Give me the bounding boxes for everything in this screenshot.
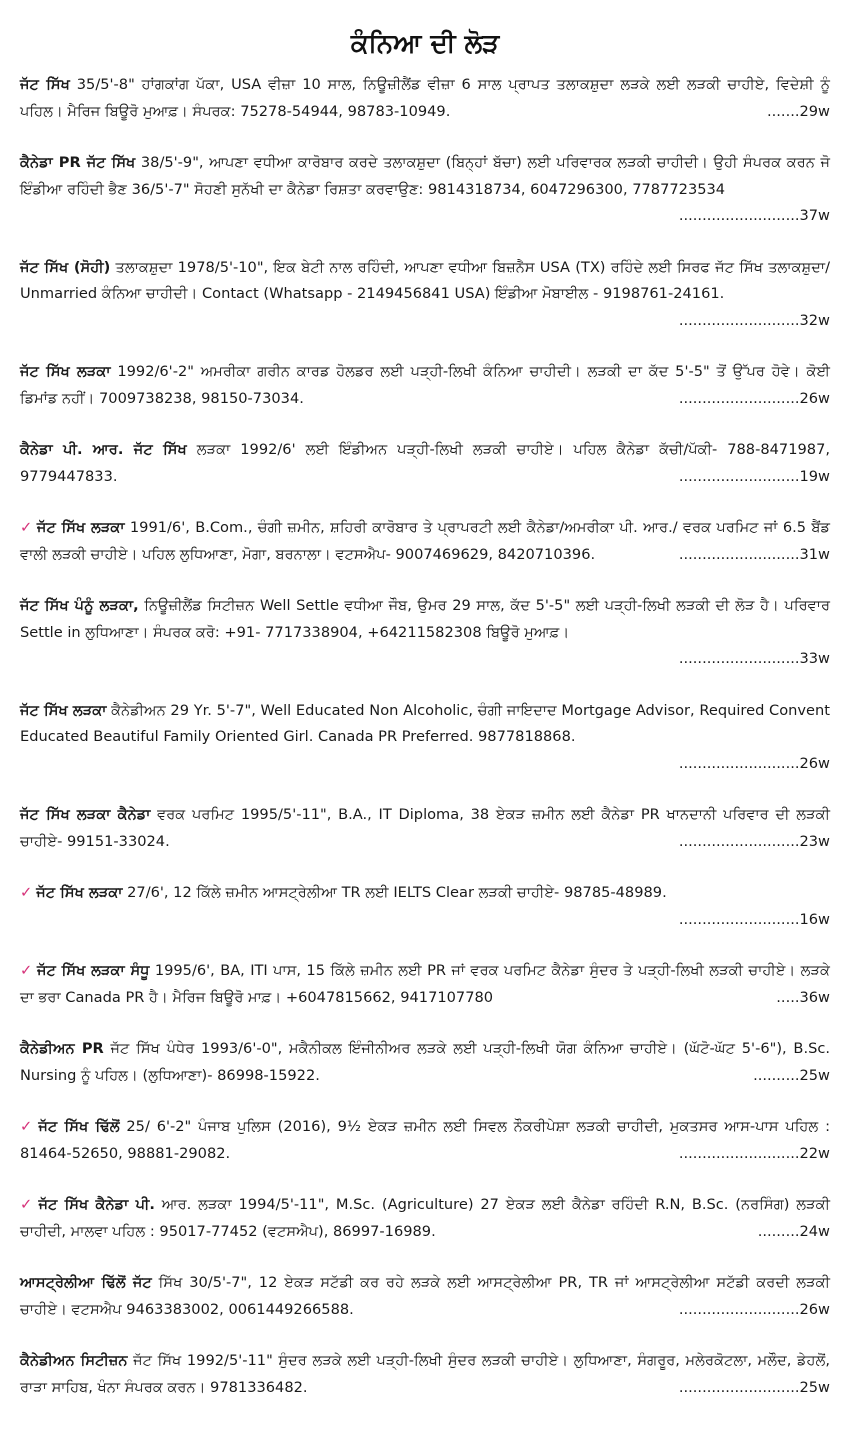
ad-lead: ਕੈਨੇਡਾ ਪੀ. ਆਰ. ਜੱਟ ਸਿੱਖ: [20, 441, 187, 458]
ad-lead: ਕੈਨੇਡੀਅਨ ਸਿਟੀਜ਼ਨ: [20, 1352, 128, 1369]
classified-ad: [20, 1192, 830, 1245]
ad-lead: ਜੱਟ ਸਿੱਖ ਲੜਕਾ: [20, 363, 111, 380]
ad-text: ਕੈਨੇਡੀਅਨ 29 Yr. 5'-7", Well Educated Non Alcoholic, ਚੰਗੀ ਜਾਇਦਾਦ Mortgage Advisor, Required Convent Educated Beautiful Family Oriented Girl. Canada PR Preferred. 9877818868.: [20, 701, 830, 745]
classified-ad: [20, 1348, 830, 1401]
ad-text: ਆਰ. ਲੜਕਾ 1994/5'-11", M.Sc. (Agriculture) 27 ਏਕੜ ਲਈ ਕੈਨੇਡਾ ਰਹਿੰਦੀ R.N, B.Sc. (ਨਰਸਿੰਗ) ਲੜਕੀ ਚਾਹੀਦੀ, ਮਾਲਵਾ ਪਹਿਲ : 95017-77452 (ਵਟਸਐਪ), 86997-16989.: [20, 1196, 830, 1240]
ad-lead: ਜੱਟ ਸਿੱਖ ਢਿੱਲੋਂ: [38, 1118, 120, 1135]
ad-text: 1992/6'-2" ਅਮਰੀਕਾ ਗਰੀਨ ਕਾਰਡ ਹੋਲਡਰ ਲਈ ਪੜ੍ਹੀ-ਲਿਖੀ ਕੰਨਿਆ ਚਾਹੀਦੀ। ਲੜਕੀ ਦਾ ਕੱਦ 5'-5" ਤੋਂ ਉੱਪਰ ਹੋਵੇ। ਕੋਈ ਡਿਮਾਂਡ ਨਹੀਂ। 7009738238, 98150-73034.: [20, 363, 830, 407]
ad-reference: ..........................22w: [678, 1144, 830, 1162]
ad-text: 25/ 6'-2" ਪੰਜਾਬ ਪੁਲਿਸ (2016), 9½ ਏਕੜ ਜ਼ਮੀਨ ਲਈ ਸਿਵਲ ਨੌਕਰੀਪੇਸ਼ਾ ਲੜਕੀ ਚਾਹੀਦੀ, ਮੁਕਤਸਰ ਆਸ-ਪਾਸ ਪਹਿਲ : 81464-52650, 98881-29082.: [20, 1118, 830, 1162]
ad-reference: ..........................19w: [678, 467, 830, 485]
ad-reference: ..........................32w: [678, 311, 830, 329]
ad-text: 38/5'-9", ਆਪਣਾ ਵਧੀਆ ਕਾਰੋਬਾਰ ਕਰਦੇ ਤਲਾਕਸ਼ੁਦਾ (ਬਿਨ੍ਹਾਂ ਬੱਚਾ) ਲਈ ਪਰਿਵਾਰਕ ਲੜਕੀ ਚਾਹੀਦੀ। ਉਹੀ ਸੰਪਰਕ ਕਰਨ ਜੋ ਇੰਡੀਆ ਰਹਿੰਦੀ ਭੈਣ 36/5'-7" ਸੋਹਣੀ ਸੁਨੱਖੀ ਦਾ ਕੈਨੇਡਾ ਰਿਸ਼ਤਾ ਕਰਵਾਉਣ: 9814318734, 6047296300, 7787723534: [20, 154, 830, 198]
classified-ad: [20, 958, 830, 1011]
ad-lead: ਜੱਟ ਸਿੱਖ ਲੜਕਾ ਕੈਨੇਡਾ: [20, 806, 151, 823]
ads-list: [20, 72, 830, 1401]
ad-text: 1995/6', BA, ITI ਪਾਸ, 15 ਕਿੱਲੇ ਜ਼ਮੀਨ ਲਈ PR ਜਾਂ ਵਰਕ ਪਰਮਿਟ ਕੈਨੇਡਾ ਸੁੰਦਰ ਤੇ ਪੜ੍ਹੀ-ਲਿਖੀ ਲੜਕੀ ਚਾਹੀਏ। ਲੜਕੇ ਦਾ ਭਰਾ Canada PR ਹੈ। ਮੈਰਿਜ ਬਿਊਰੋ ਮਾਫ਼। +6047815662, 9417107780: [20, 962, 830, 1006]
ad-text: ਸਿੱਖ 30/5'-7", 12 ਏਕੜ ਸਟੱਡੀ ਕਰ ਰਹੇ ਲੜਕੇ ਲਈ ਆਸਟ੍ਰੇਲੀਆ PR, TR ਜਾਂ ਆਸਟ੍ਰੇਲੀਆ ਸਟੱਡੀ ਕਰਦੀ ਲੜਕੀ ਚਾਹੀਏ। ਵਟਸਐਪ 9463383002, 0061449266588.: [20, 1274, 831, 1318]
ad-lead: ਕੈਨੇਡਾ PR ਜੱਟ ਸਿੱਖ: [20, 154, 136, 171]
ad-text: ਵਰਕ ਪਰਮਿਟ 1995/5'-11", B.A., IT Diploma, 38 ਏਕੜ ਜ਼ਮੀਨ ਲਈ ਕੈਨੇਡਾ PR ਖਾਨਦਾਨੀ ਪਰਿਵਾਰ ਦੀ ਲੜਕੀ ਚਾਹੀਏ- 99151-33024.: [20, 806, 830, 850]
ad-text: ਜੱਟ ਸਿੱਖ 1992/5'-11" ਸੁੰਦਰ ਲੜਕੇ ਲਈ ਪੜ੍ਹੀ-ਲਿਖੀ ਸੁੰਦਰ ਲੜਕੀ ਚਾਹੀਏ। ਲੁਧਿਆਣਾ, ਸੰਗਰੂਰ, ਮਲੇਰਕੋਟਲਾ, ਮਲੌਦ, ਡੇਹਲੋਂ, ਰਾੜਾ ਸਾਹਿਬ, ਖੰਨਾ ਸੰਪਰਕ ਕਰਨ। 9781336482.: [20, 1352, 831, 1396]
ad-lead: ਜੱਟ ਸਿੱਖ ਲੜਕਾ ਸੰਧੂ: [36, 962, 150, 979]
ad-reference: ..........................23w: [678, 832, 830, 850]
ad-text: ਜੱਟ ਸਿੱਖ ਪੰਧੇਰ 1993/6'-0", ਮਕੈਨੀਕਲ ਇੰਜੀਨੀਅਰ ਲੜਕੇ ਲਈ ਪੜ੍ਹੀ-ਲਿਖੀ ਯੋਗ ਕੰਨਿਆ ਚਾਹੀਏ। (ਘੱਟੋ-ਘੱਟ 5'-6"), B.Sc. Nursing ਨੂੰ ਪਹਿਲ। (ਲੁਧਿਆਣਾ)- 86998-15922.: [20, 1040, 831, 1084]
page-title: ਕੰਨਿਆ ਦੀ ਲੋੜ: [350, 29, 500, 59]
ad-text: ਤਲਾਕਸ਼ੁਦਾ 1978/5'-10", ਇਕ ਬੇਟੀ ਨਾਲ ਰਹਿੰਦੀ, ਆਪਣਾ ਵਧੀਆ ਬਿਜ਼ਨੈਸ USA (TX) ਰਹਿੰਦੇ ਲਈ ਸਿਰਫ ਜੱਟ ਸਿੱਖ ਤਲਾਕਸ਼ੁਦਾ/ Unmarried ਕੰਨਿਆ ਚਾਹੀਦੀ। Contact (Whatsapp - 2149456841 USA) ਇੰਡੀਆ ਮੋਬਾਈਲ - 9198761-24161.: [20, 258, 830, 302]
ad-reference: ..........................26w: [678, 389, 830, 407]
classified-ad: [20, 255, 830, 335]
ad-lead: ਜੱਟ ਸਿੱਖ ਕੈਨੇਡਾ ਪੀ.: [38, 1196, 155, 1213]
classified-ad: [20, 359, 830, 412]
classified-ad: [20, 698, 830, 778]
ad-reference: .....36w: [776, 988, 830, 1006]
classified-ad: [20, 1270, 830, 1323]
ad-lead: ਜੱਟ ਸਿੱਖ ਲੜਕਾ: [36, 884, 123, 901]
ad-text: 27/6', 12 ਕਿੱਲੇ ਜ਼ਮੀਨ ਆਸਟ੍ਰੇਲੀਆ TR ਲਈ IELTS Clear ਲੜਕੀ ਚਾਹੀਏ- 98785-48989.: [122, 884, 667, 901]
classified-ad: [20, 593, 830, 673]
ad-lead: ਜੱਟ ਸਿੱਖ: [20, 76, 70, 93]
ad-reference: ..........................26w: [678, 1300, 830, 1318]
ad-text: ਲੜਕਾ 1992/6' ਲਈ ਇੰਡੀਅਨ ਪੜ੍ਹੀ-ਲਿਖੀ ਲੜਕੀ ਚਾਹੀਏ। ਪਹਿਲ ਕੈਨੇਡਾ ਕੱਚੀ/ਪੱਕੀ- 788-8471987, 9779447833.: [20, 441, 830, 485]
ad-reference: ..........................26w: [678, 754, 830, 772]
ad-reference: .......29w: [767, 102, 830, 120]
ad-reference: ..........................16w: [678, 910, 830, 928]
checkmark-icon: ✓: [20, 962, 33, 979]
classified-ad: [20, 802, 830, 855]
classified-ad: [20, 880, 830, 933]
ad-text: ਨਿਊਜ਼ੀਲੈਂਡ ਸਿਟੀਜ਼ਨ Well Settle ਵਧੀਆ ਜੌਬ, ਉਮਰ 29 ਸਾਲ, ਕੱਦ 5'-5" ਲਈ ਪੜ੍ਹੀ-ਲਿਖੀ ਲੜਕੀ ਦੀ ਲੋੜ ਹੈ। ਪਰਿਵਾਰ Settle in ਲੁਧਿਆਣਾ। ਸੰਪਰਕ ਕਰੋ: +91- 7717338904, +64211582308 ਬਿਊਰੋ ਮੁਆਫ਼।: [20, 597, 830, 641]
ad-lead: ਜੱਟ ਸਿੱਖ ਪੰਨੂੰ ਲੜਕਾ,: [20, 597, 139, 614]
checkmark-icon: ✓: [20, 1118, 35, 1135]
ad-lead: ਕੈਨੇਡੀਅਨ PR: [20, 1040, 104, 1057]
ad-text: 35/5'-8" ਹਾਂਗਕਾਂਗ ਪੱਕਾ, USA ਵੀਜ਼ਾ 10 ਸਾਲ, ਨਿਊਜ਼ੀਲੈਂਡ ਵੀਜ਼ਾ 6 ਸਾਲ ਪ੍ਰਾਪਤ ਤਲਾਕਸ਼ੁਦਾ ਲੜਕੇ ਲਈ ਲੜਕੀ ਚਾਹੀਏ, ਵਿਦੇਸ਼ੀ ਨੂੰ ਪਹਿਲ। ਮੈਰਿਜ ਬਿਊਰੋ ਮੁਆਫ਼। ਸੰਪਰਕ: 75278-54944, 98783-10949.: [20, 76, 830, 120]
classified-ad: [20, 515, 830, 568]
ad-reference: .........24w: [757, 1222, 830, 1240]
classified-ad: [20, 72, 830, 125]
ad-lead: ਜੱਟ ਸਿੱਖ ਲੜਕਾ: [20, 701, 107, 719]
ad-lead: ਜੱਟ ਸਿੱਖ (ਸੋਹੀ): [20, 258, 111, 276]
ad-reference: ..........................33w: [678, 650, 830, 667]
ad-reference: ..........................31w: [678, 545, 830, 563]
ad-lead: ਜੱਟ ਸਿੱਖ ਲੜਕਾ: [36, 519, 125, 536]
classified-ad: [20, 1114, 830, 1167]
ad-text: 1991/6', B.Com., ਚੰਗੀ ਜ਼ਮੀਨ, ਸ਼ਹਿਰੀ ਕਾਰੋਬਾਰ ਤੇ ਪ੍ਰਾਪਰਟੀ ਲਈ ਕੈਨੇਡਾ/ਅਮਰੀਕਾ ਪੀ. ਆਰ./ ਵਰਕ ਪਰਮਿਟ ਜਾਂ 6.5 ਬੈਂਡ ਵਾਲੀ ਲੜਕੀ ਚਾਹੀਏ। ਪਹਿਲ ਲੁਧਿਆਣਾ, ਮੋਗਾ, ਬਰਨਾਲਾ। ਵਟਸਐਪ- 9007469629, 8420710396.: [20, 519, 830, 563]
ad-lead: ਆਸਟ੍ਰੇਲੀਆ ਢਿੱਲੋਂ ਜੱਟ: [20, 1274, 152, 1291]
checkmark-icon: ✓: [20, 1196, 35, 1213]
ad-reference: ..........25w: [753, 1066, 830, 1084]
classified-ad: [20, 1036, 830, 1089]
classified-ad: [20, 437, 830, 490]
ad-reference: ..........................25w: [678, 1378, 830, 1396]
classified-ad: [20, 150, 830, 230]
checkmark-icon: ✓: [20, 884, 33, 901]
checkmark-icon: ✓: [20, 519, 33, 536]
ad-reference: ..........................37w: [678, 207, 830, 224]
